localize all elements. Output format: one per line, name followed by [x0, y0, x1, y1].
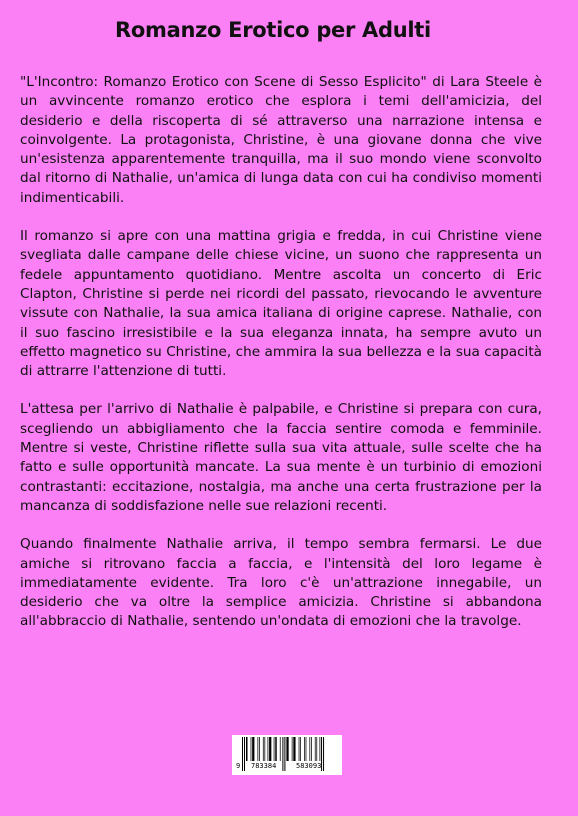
barcode-bar [304, 737, 305, 761]
barcode-bar [246, 737, 248, 761]
barcode-bar [274, 737, 275, 761]
barcode-bar [280, 737, 281, 761]
barcode-right-group: 583093 [296, 762, 322, 770]
barcode-bar [309, 737, 310, 761]
barcode-bar [259, 737, 260, 761]
barcode-bar [268, 737, 269, 761]
barcode-bar [264, 737, 265, 761]
barcode-bar [252, 737, 254, 761]
synopsis-text [20, 73, 542, 651]
barcode-bar [275, 737, 277, 761]
barcode-left-group: 783384 [251, 762, 277, 770]
synopsis-paragraph: Il romanzo si apre con una mattina grigia e fredda, in cui Christine viene svegliata dalle campane delle chiese vicine, un suono che rappresenta un fedele appuntamento quotidiano. Mentre ascolta un concerto di Eric Clapton, Christine si perde nei ricordi del passato, rievocando le avventure vissute con Nathalie, la sua amica italiana di origine caprese. Nathalie, con il suo fascino irresistibile e la sua eleganza innata, ha sempre avuto un effetto magnetico su Christine, che ammira la sua bellezza e la sua capacità di attrarre l'attenzione di tutti. [20, 228, 542, 380]
barcode-bar [263, 737, 264, 761]
barcode-bar [306, 737, 307, 761]
barcode-bar [316, 737, 317, 761]
synopsis-paragraph: "L'Incontro: Romanzo Erotico con Scene di Sesso Esplicito" di Lara Steele è un avvincente romanzo erotico che esplora i temi dell'amicizia, del desiderio e della riscoperta di sé attraverso una narrazione intensa e coinvolgente. La protagonista, Christine, è una giovane donna che vive un'esistenza apparentemente tranquilla, ma il suo mondo viene sconvolto dal ritorno di Nathalie, un'amica di lunga data con cui ha condiviso momenti indimenticabili. [20, 74, 542, 206]
barcode-bar [292, 737, 293, 761]
barcode-bar [293, 737, 295, 761]
barcode-bar [300, 737, 301, 761]
barcode-bar [258, 737, 259, 761]
synopsis-paragraph: Quando finalmente Nathalie arriva, il tempo sembra fermarsi. Le due amiche si ritrovano faccia a faccia, e l'intensità del loro legame è immediatamente evidente. Tra loro c'è un'attrazione innegabile, un desiderio che va oltre la semplice amicizia. Christine si abbandona all'abbraccio di Nathalie, sentendo un'ondata di emozioni che la travolge. [20, 536, 542, 630]
barcode-bar [286, 737, 288, 761]
barcode-digits [232, 762, 342, 773]
barcode-bar [311, 737, 312, 761]
barcode-bar [269, 737, 271, 761]
page-title: Romanzo Erotico per Adulti [115, 18, 431, 42]
barcode-bar [320, 737, 321, 761]
isbn-barcode [232, 735, 342, 775]
barcode-lead-digit: 9 [236, 762, 241, 770]
barcode-bar [299, 737, 300, 761]
synopsis-paragraph: L'attesa per l'arrivo di Nathalie è palpabile, e Christine si prepara con cura, scegliendo un abbigliamento che la faccia sentire comoda e femminile. Mentre si veste, Christine riflette sulla sua vita attuale, sulle scelte che ha fatto e sulle opportunità mancate. La sua mente è un turbinio di emozioni contrastanti: eccitazione, nostalgia, ma anche una certa frustrazione per la mancanza di soddisfazione nelle sue relazioni recenti. [20, 401, 542, 514]
barcode-bar [251, 737, 252, 761]
barcode-bar [315, 737, 316, 761]
